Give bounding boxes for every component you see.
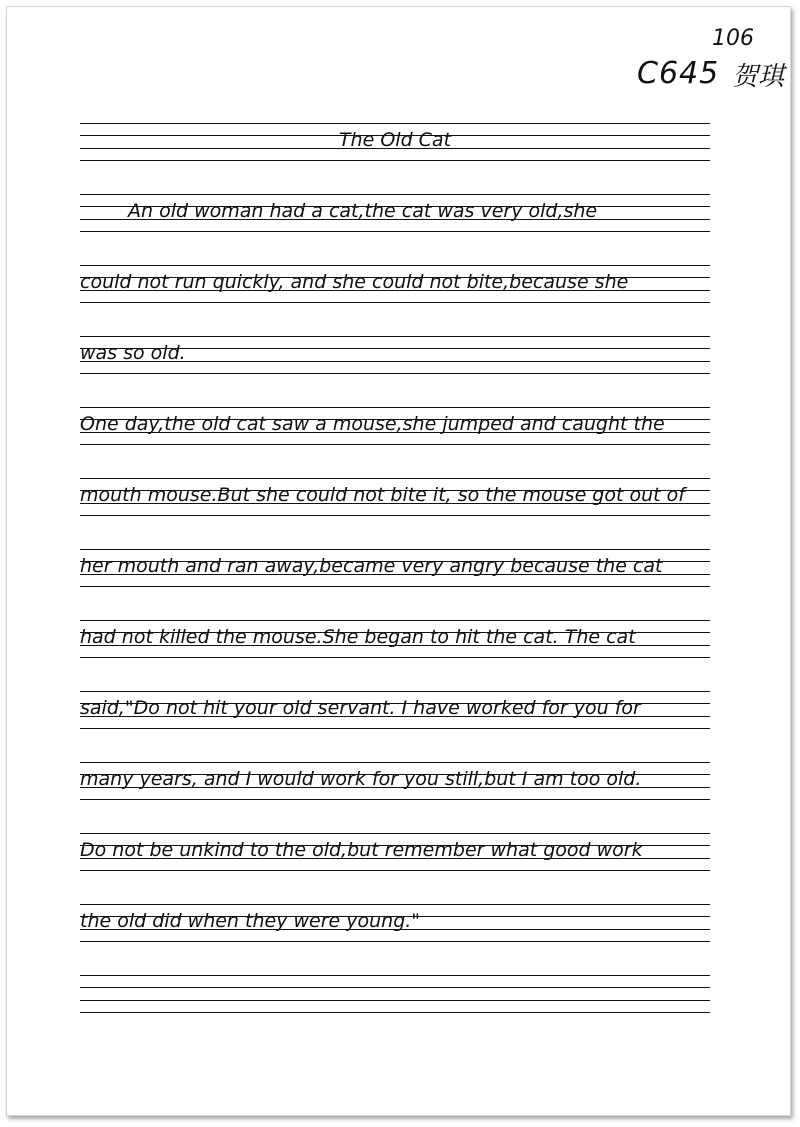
writing-line: [80, 336, 710, 374]
writing-line: [80, 762, 710, 800]
text-line: said,"Do not hit your old servant. I have worked for you for: [80, 697, 641, 719]
writing-line: [80, 691, 710, 729]
text-line: many years, and I would work for you still,but I am too old.: [80, 768, 642, 790]
text-line: An old woman had a cat,the cat was very old,she: [128, 200, 598, 222]
text-line: Do not be unkind to the old,but remember what good work: [80, 839, 643, 861]
writing-line: [80, 549, 710, 587]
text-line: was so old.: [80, 342, 186, 364]
text-line: her mouth and ran away,became very angry because the cat: [80, 555, 663, 577]
writing-line: [80, 407, 710, 445]
writing-line: [80, 478, 710, 516]
text-line: the old did when they were young.": [80, 910, 421, 932]
writing-line: [80, 904, 710, 942]
text-line: had not killed the mouse.She began to hit the cat. The cat: [80, 626, 636, 648]
writing-line: [80, 620, 710, 658]
text-line: One day,the old cat saw a mouse,she jumped and caught the: [80, 413, 665, 435]
writing-line-empty: [80, 975, 710, 1013]
writing-line: [80, 194, 710, 232]
corner-name: 贺琪: [732, 62, 785, 92]
corner-code: C645: [637, 56, 720, 91]
text-line: could not run quickly, and she could not bite,because she: [80, 271, 629, 293]
title-band: [80, 123, 710, 161]
writing-line: [80, 265, 710, 303]
page-title: The Old Cat: [338, 129, 452, 151]
corner-number: 106: [712, 26, 754, 51]
text-line: mouth mouse.But she could not bite it, so the mouse got out of: [80, 484, 685, 506]
writing-line: [80, 833, 710, 871]
